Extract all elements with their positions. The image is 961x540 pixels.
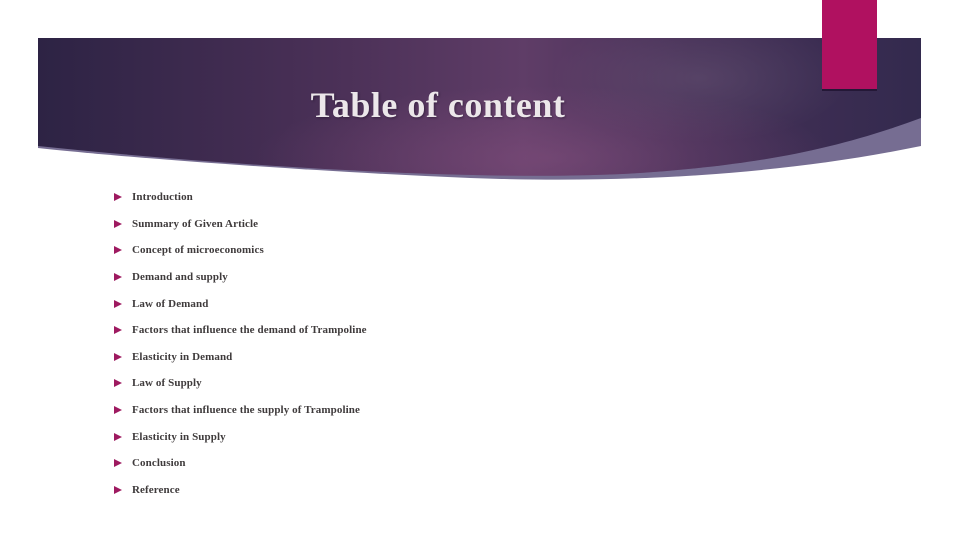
toc-item-label: Law of Supply	[132, 377, 202, 390]
bullet-triangle-icon	[114, 273, 122, 281]
toc-item-label: Demand and supply	[132, 270, 228, 283]
bullet-triangle-icon	[114, 406, 122, 414]
toc-item-label: Factors that influence the supply of Trampoline	[132, 404, 360, 417]
bullet-triangle-icon	[114, 459, 122, 467]
accent-bar	[822, 0, 877, 91]
toc-item-label: Elasticity in Supply	[132, 430, 226, 443]
toc-item	[114, 184, 367, 211]
bullet-triangle-icon	[114, 379, 122, 387]
bullet-triangle-icon	[114, 353, 122, 361]
toc-item	[114, 344, 367, 371]
toc-item-label: Reference	[132, 484, 180, 497]
toc-item	[114, 290, 367, 317]
toc-item	[114, 450, 367, 477]
toc-item-label: Factors that influence the demand of Trampoline	[132, 324, 367, 337]
bullet-triangle-icon	[114, 193, 122, 201]
toc-item	[114, 264, 367, 291]
bullet-triangle-icon	[114, 486, 122, 494]
toc-item	[114, 317, 367, 344]
bullet-triangle-icon	[114, 300, 122, 308]
bullet-triangle-icon	[114, 433, 122, 441]
toc-item	[114, 210, 367, 237]
toc-list	[114, 184, 367, 504]
toc-item-label: Introduction	[132, 191, 193, 203]
toc-item	[114, 370, 367, 397]
toc-item-label: Summary of Given Article	[132, 217, 259, 230]
bullet-triangle-icon	[114, 326, 122, 334]
toc-item-label: Elasticity in Demand	[132, 350, 233, 363]
toc-item-label: Law of Demand	[132, 297, 209, 310]
toc-item-label: Concept of microeconomics	[132, 244, 264, 257]
bullet-triangle-icon	[114, 246, 122, 254]
toc-item	[114, 237, 367, 264]
toc-item	[114, 477, 367, 504]
toc-item	[114, 423, 367, 450]
bullet-triangle-icon	[114, 220, 122, 228]
toc-item-label: Conclusion	[132, 457, 186, 470]
page-title: Table of content	[310, 85, 566, 125]
toc-item	[114, 397, 367, 424]
